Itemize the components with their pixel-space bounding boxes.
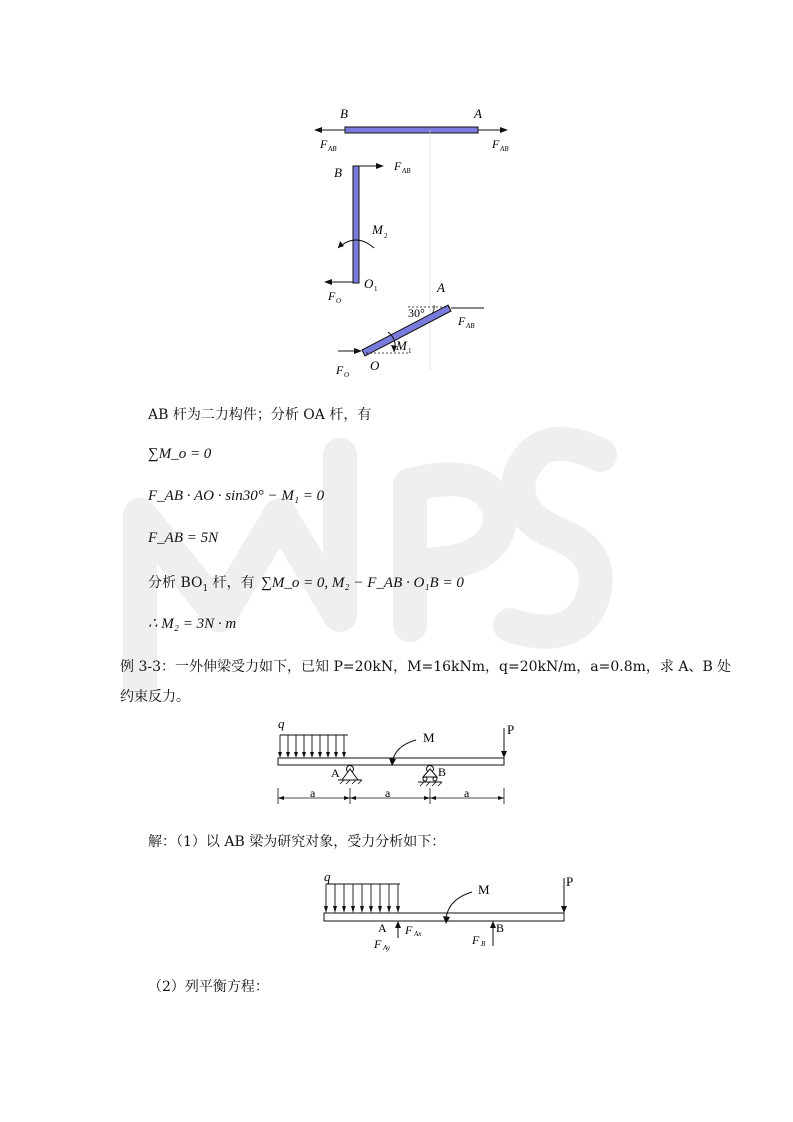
moment-m2-sub: 2 [384, 232, 388, 240]
arrow-left-icon [314, 127, 322, 133]
figure-beam [270, 718, 520, 810]
arrow-right-icon [354, 348, 362, 354]
force-fay-sub: Ay [383, 944, 390, 952]
force-fax: F [405, 923, 413, 937]
watermark-label: WPS [110, 395, 113, 396]
equation-2: F_AB · AO · sin30° − M₁ = 0 [148, 488, 325, 504]
label-o: O [370, 358, 380, 373]
label-a: A [437, 280, 445, 295]
bar-ab-diagram [314, 106, 509, 153]
equation-1: ∑M_o = 0 [148, 446, 212, 462]
example-line-1: 例 3-3：一外伸梁受力如下，已知 P=20kN，M=16kNm，q=20kN/m，a=0.8m，求 A、B 处 [120, 659, 732, 675]
label-b: B [340, 106, 348, 121]
force-fab-right: F [492, 137, 500, 151]
bo1-sub: 1 [202, 583, 209, 594]
label-q: q [324, 869, 331, 884]
bar-bo1 [353, 166, 359, 283]
equation-4: ∑M_o = 0, M₂ − F_AB · O₁B = 0 [261, 575, 464, 591]
solution-step-2: （2）列平衡方程： [148, 979, 269, 995]
arrow-up-icon [395, 921, 401, 928]
equation-3: F_AB = 5N [148, 530, 219, 546]
solution-step-1: 解：（1）以 AB 梁为研究对象，受力分析如下： [148, 834, 446, 850]
force-fb: F [472, 933, 480, 947]
arrow-down-icon [561, 906, 567, 913]
label-p: P [507, 722, 515, 737]
bo1-suffix: 杆，有 [208, 575, 255, 591]
force-fab-left: F [320, 137, 328, 151]
bo1-prefix: 分析 BO [148, 575, 203, 591]
equation-5: ∴ M₂ = 3N · m [148, 616, 237, 632]
moment-m1-sub: 1 [408, 347, 412, 355]
force-fb-sub: B [481, 940, 486, 948]
arrow-left-icon [324, 279, 332, 285]
arrow-right-icon [500, 127, 508, 133]
force-fo-sub: O [344, 371, 350, 379]
force-fay: F [374, 937, 382, 951]
force-fab-top: F [394, 159, 402, 173]
label-m: M [478, 882, 490, 897]
bar-ab [345, 127, 478, 133]
dim-a-1: a [310, 786, 316, 800]
text-line-1: AB 杆为二力构件；分析 OA 杆，有 [148, 407, 372, 423]
label-q: q [278, 718, 285, 731]
force-fab-sub: AB [466, 322, 475, 330]
label-o1: O [364, 276, 374, 291]
label-b: B [334, 165, 342, 180]
dim-a-2: a [385, 786, 391, 800]
label-b: B [496, 921, 505, 935]
force-fab-right-sub: AB [500, 145, 509, 153]
figure-beam-free-body [318, 868, 588, 958]
label-b: B [438, 765, 447, 779]
force-fo: F [328, 289, 336, 303]
label-a: A [378, 921, 387, 935]
dim-a-3: a [464, 786, 470, 800]
label-o1-sub: 1 [374, 285, 378, 293]
label-m: M [423, 730, 435, 745]
moment-m2: M [372, 222, 383, 237]
arrow-right-icon [376, 163, 384, 169]
force-fax-sub: Ax [414, 930, 422, 938]
label-a: A [474, 106, 482, 121]
force-fab-top-sub: AB [402, 167, 411, 175]
force-fo: F [336, 363, 344, 377]
label-p: P [566, 874, 574, 889]
figure-member-diagrams [300, 100, 530, 380]
force-fab: F [458, 314, 466, 328]
arrow-down-icon [501, 751, 507, 758]
force-fo-sub: O [336, 297, 342, 305]
bar-bo1-diagram [324, 130, 430, 370]
example-line-2: 约束反力。 [120, 689, 190, 705]
label-a: A [331, 766, 340, 780]
moment-m1: M [396, 338, 407, 353]
bar-oa-diagram [335, 280, 484, 379]
angle-label: 30° [408, 306, 425, 320]
force-fab-left-sub: AB [328, 145, 337, 153]
pin-support-a-icon [338, 766, 362, 785]
text-line-bo1 [148, 572, 464, 594]
